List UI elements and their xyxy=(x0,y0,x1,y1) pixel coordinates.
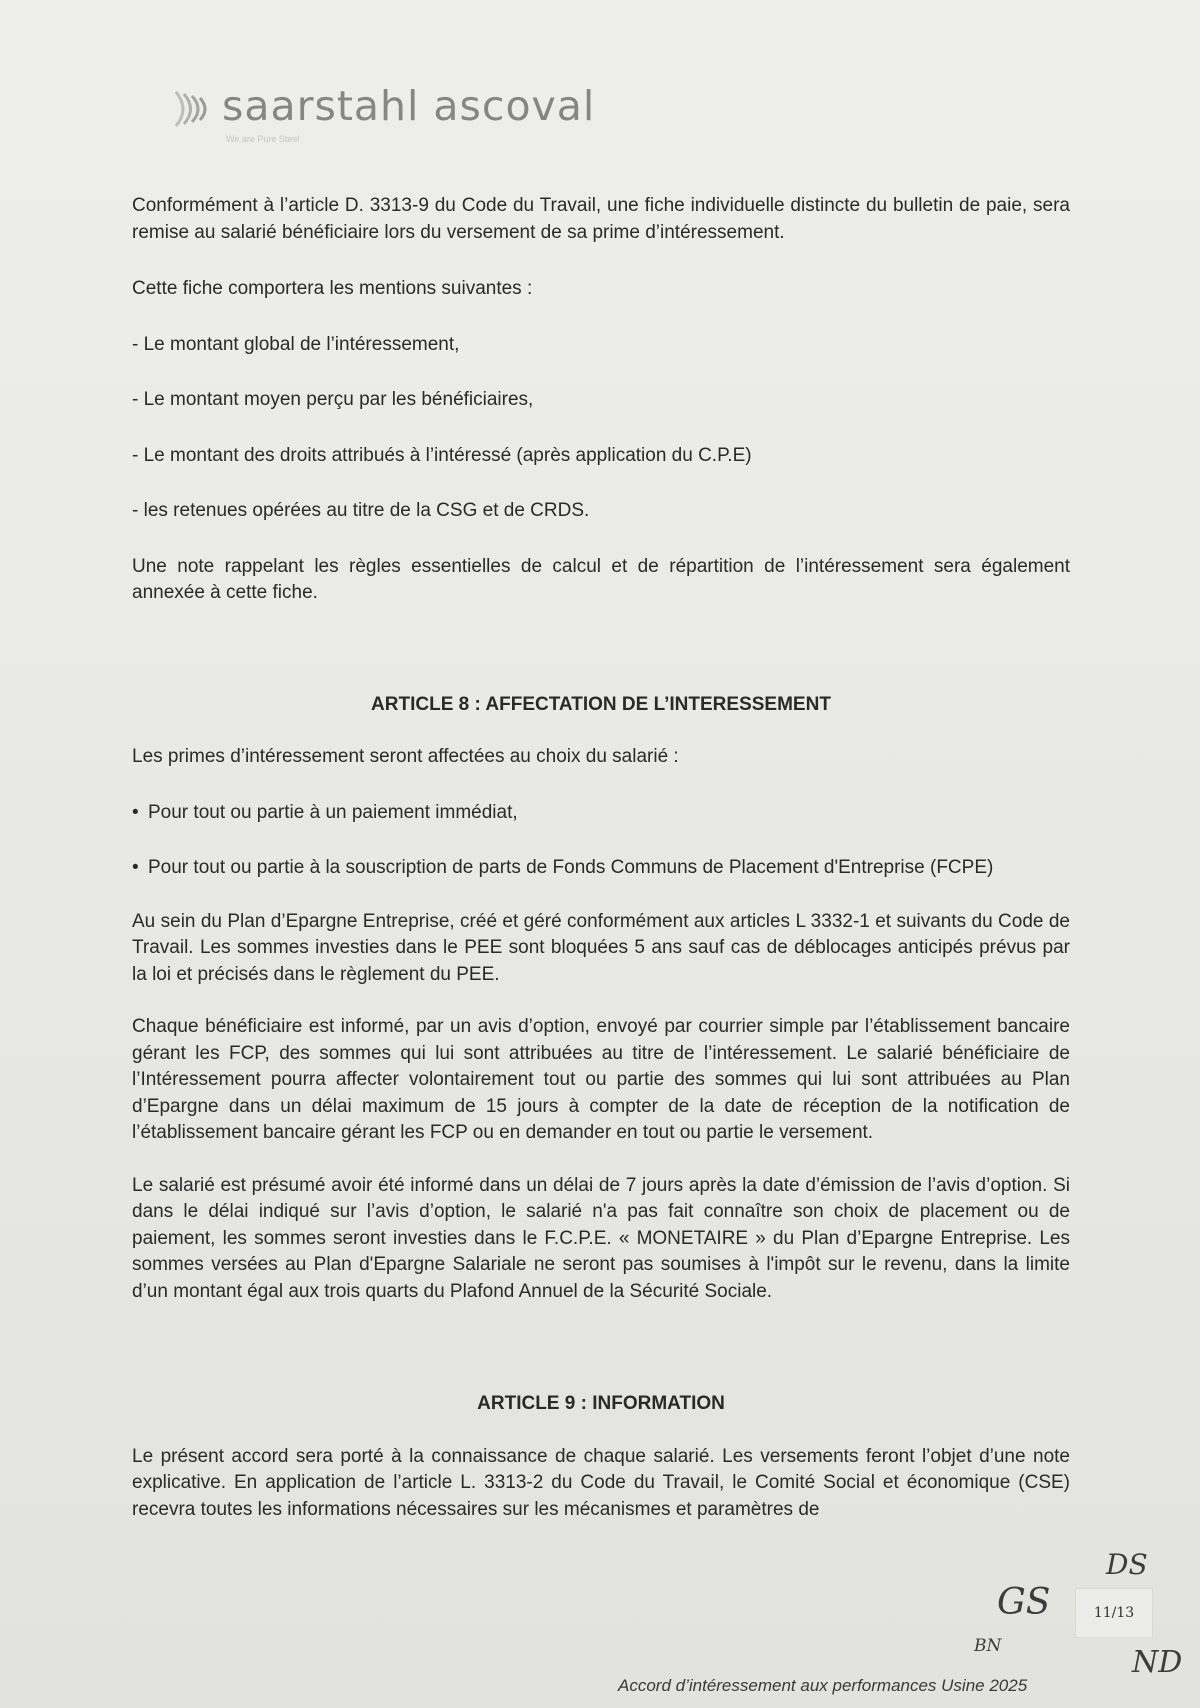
article-9-paragraph: Le présent accord sera porté à la connaissance de chaque salarié. Les versements feront l’objet d’une note explicative. En application de l’article L. 3313-2 du Code du Travail, le Comité Social et économique (CSE) recevra toutes les informations nécessaires sur les mécanismes et paramètres de xyxy=(132,1445,1070,1520)
initials-gs: GS xyxy=(997,1582,1051,1623)
article-8-paragraph: Le salarié est présumé avoir été informé dans un délai de 7 jours après la date d’émission de l’avis d’option. Si dans le délai indiqué sur l’avis d’option, le salarié n'a pas fait connaître son choix de placement ou de paiement, les sommes seront investies dans le F.C.P.E. « MONETAIRE » du Plan d’Epargne Entreprise. Les sommes versées au Plan d'Epargne Salariale ne seront pas soumises à l'impôt sur le revenu, dans la limite d’un montant égal aux trois quarts du Plafond Annuel de la Sécurité Sociale. xyxy=(132,1174,1070,1302)
logo-subtext: We are Pure Steel xyxy=(226,134,300,144)
mention-item: - Le montant global de l’intéressement, xyxy=(132,333,460,355)
initials-ds: DS xyxy=(1106,1548,1148,1581)
footer-text: Accord d’intéressement aux performances Usine 2025 xyxy=(618,1676,1028,1695)
page-number: 11/13 xyxy=(1075,1588,1153,1638)
bullet-text: Pour tout ou partie à un paiement immédiat, xyxy=(148,801,518,823)
article-8-title: ARTICLE 8 : AFFECTATION DE L’INTERESSEMENT xyxy=(371,693,831,715)
bullet-item xyxy=(132,800,1070,827)
document-body xyxy=(132,193,1070,1523)
logo-text: saarstahl ascoval xyxy=(222,82,596,130)
note-paragraph: Une note rappelant les règles essentielles de calcul et de répartition de l’intéressement sera également annexée à cette fiche. xyxy=(132,555,1070,603)
bullet-text: Pour tout ou partie à la souscription de parts de Fonds Communs de Placement d'Entreprise (FCPE) xyxy=(148,857,994,878)
article-8-intro: Les primes d’intéressement seront affectées au choix du salarié : xyxy=(132,746,679,767)
logo-waves-icon xyxy=(170,86,220,132)
mention-item: - Le montant moyen perçu par les bénéficiaires, xyxy=(132,389,534,410)
article-8-paragraph: Au sein du Plan d’Epargne Entreprise, créé et géré conformément aux articles L 3332-1 et suivants du Code de Travail. Les sommes investies dans le PEE sont bloquées 5 ans sauf cas de déblocages anticipés prévus par la loi et précisés dans le règlement du PEE. xyxy=(132,910,1070,985)
bullet-item xyxy=(132,855,1070,882)
bullet-icon: • xyxy=(132,857,139,878)
initials-nd: ND xyxy=(1132,1645,1183,1680)
article-9-title: ARTICLE 9 : INFORMATION xyxy=(477,1393,725,1414)
mention-item: - les retenues opérées au titre de la CSG et de CRDS. xyxy=(132,500,590,521)
intro-paragraph: Conformément à l’article D. 3313-9 du Code du Travail, une fiche individuelle distincte du bulletin de paie, sera remise au salarié bénéficiaire lors du versement de sa prime d’intéressement. xyxy=(132,195,1070,243)
mention-item: - Le montant des droits attribués à l’intéressé (après application du C.P.E) xyxy=(132,444,752,466)
article-8-paragraph: Chaque bénéficiaire est informé, par un avis d’option, envoyé par courrier simple par l’établissement bancaire gérant les FCP, des sommes qui lui sont attribuées au titre de l’intéressement. Le salarié bénéficiaire de l’Intéressement pourra affecter volontairement tout ou partie des sommes qui lui sont attribuées au Plan d’Epargne dans un délai maximum de 15 jours à compter de la date de réception de la notification de l’établissement bancaire gérant les FCP ou en demander en tout ou partie le versement. xyxy=(132,1016,1070,1143)
list-intro: Cette fiche comportera les mentions suivantes : xyxy=(132,278,533,299)
bullet-icon: • xyxy=(132,801,139,823)
initials-bn: BN xyxy=(974,1636,1002,1656)
